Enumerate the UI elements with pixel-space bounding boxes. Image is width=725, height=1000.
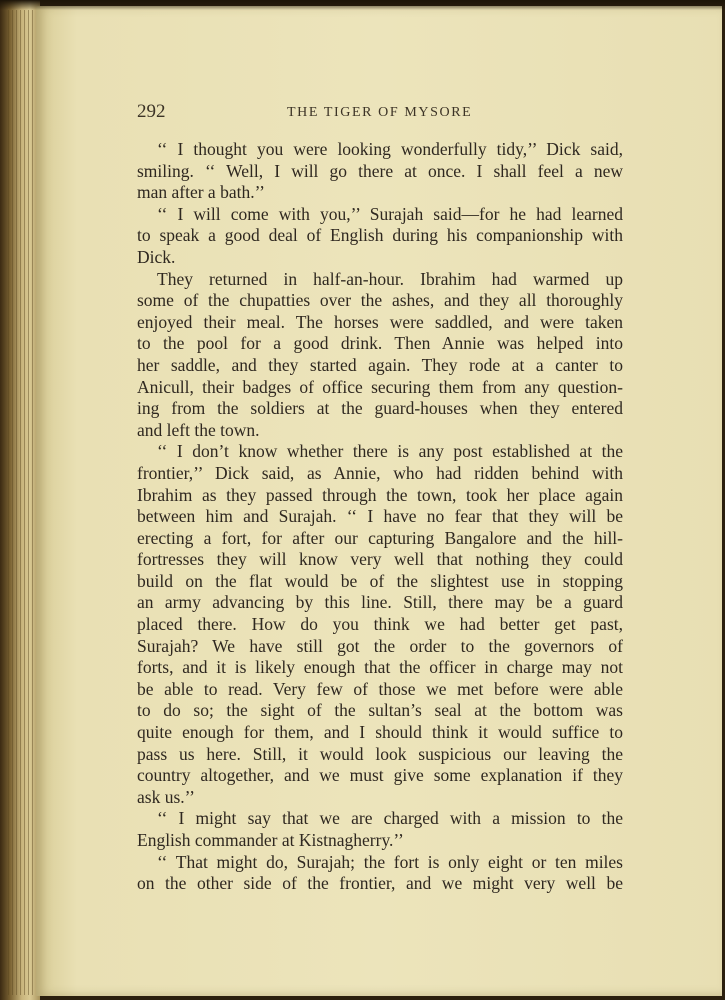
paragraph: [137, 852, 623, 895]
text-line: pass us here. Still, it would look suspicious our leaving the: [137, 743, 623, 764]
paragraph: [137, 441, 623, 808]
text-line: country altogether, and we must give some explanation if they: [137, 765, 623, 786]
text-line: English commander at Kistnagherry.’’: [137, 830, 404, 850]
text-line: erecting a fort, for after our capturing Bangalore and the hill-: [137, 527, 623, 548]
text-line: Anicull, their badges of office securing them from any question-: [137, 376, 623, 397]
body-text: [137, 139, 623, 895]
page-edges: [8, 10, 34, 995]
text-line: build on the flat would be of the slightest use in stopping: [137, 570, 623, 591]
book-binding: [0, 0, 40, 1000]
text-line: to speak a good deal of English during his companionship with: [137, 225, 623, 246]
page-number: 292: [137, 101, 166, 122]
text-line: ‘‘ I don’t know whether there is any post established at the: [157, 441, 623, 462]
text-line: ask us.’’: [137, 786, 195, 807]
text-line: They returned in half-an-hour. Ibrahim had warmed up: [157, 268, 623, 289]
paragraph: [137, 139, 623, 204]
top-shadow: [0, 0, 725, 10]
text-line: quite enough for them, and I should think it would suffice to: [137, 722, 623, 743]
text-line: her saddle, and they started again. They rode at a canter to: [137, 354, 623, 375]
text-line: some of the chupatties over the ashes, and they all thoroughly: [137, 290, 623, 311]
text-line: placed there. How do you think we had better get past,: [137, 614, 623, 635]
page-header: [137, 101, 623, 127]
text-line: between him and Surajah. ‘‘ I have no fear that they will be: [137, 506, 623, 527]
text-line: ‘‘ That might do, Surajah; the fort is only eight or ten miles: [157, 851, 623, 872]
text-line: Dick.: [137, 246, 176, 267]
text-line: an army advancing by this line. Still, there may be a guard: [137, 592, 623, 613]
text-line: enjoyed their meal. The horses were saddled, and were taken: [137, 311, 623, 332]
paragraph: [137, 808, 623, 851]
text-line: fortresses they will know very well that nothing they could: [137, 549, 623, 570]
paragraph: [137, 269, 623, 442]
text-line: Ibrahim as they passed through the town, took her place again: [137, 484, 623, 505]
text-line: on the other side of the frontier, and we might very well be: [137, 873, 623, 894]
text-line: Surajah? We have still got the order to the governors of: [137, 635, 623, 656]
text-line: be able to read. Very few of those we met before were able: [137, 678, 623, 699]
text-line: to do so; the sight of the sultan’s seal at the bottom was: [137, 700, 623, 721]
text-line: ‘‘ I will come with you,’’ Surajah said—for he had learned: [157, 203, 623, 224]
text-line: smiling. ‘‘ Well, I will go there at once. I shall feel a new: [137, 160, 623, 181]
running-head: THE TIGER OF MYSORE: [287, 105, 473, 120]
text-line: ing from the soldiers at the guard-houses when they entered: [137, 398, 623, 419]
text-line: and left the town.: [137, 419, 260, 440]
text-line: to the pool for a good drink. Then Annie was helped into: [137, 333, 623, 354]
text-line: ‘‘ I thought you were looking wonderfully tidy,’’ Dick said,: [157, 139, 623, 159]
text-line: frontier,’’ Dick said, as Annie, who had ridden behind with: [137, 462, 623, 483]
text-line: ‘‘ I might say that we are charged with a mission to the: [157, 808, 623, 829]
text-line: forts, and it is likely enough that the officer in charge may not: [137, 657, 623, 678]
paragraph: [137, 204, 623, 269]
text-line: man after a bath.’’: [137, 182, 265, 203]
